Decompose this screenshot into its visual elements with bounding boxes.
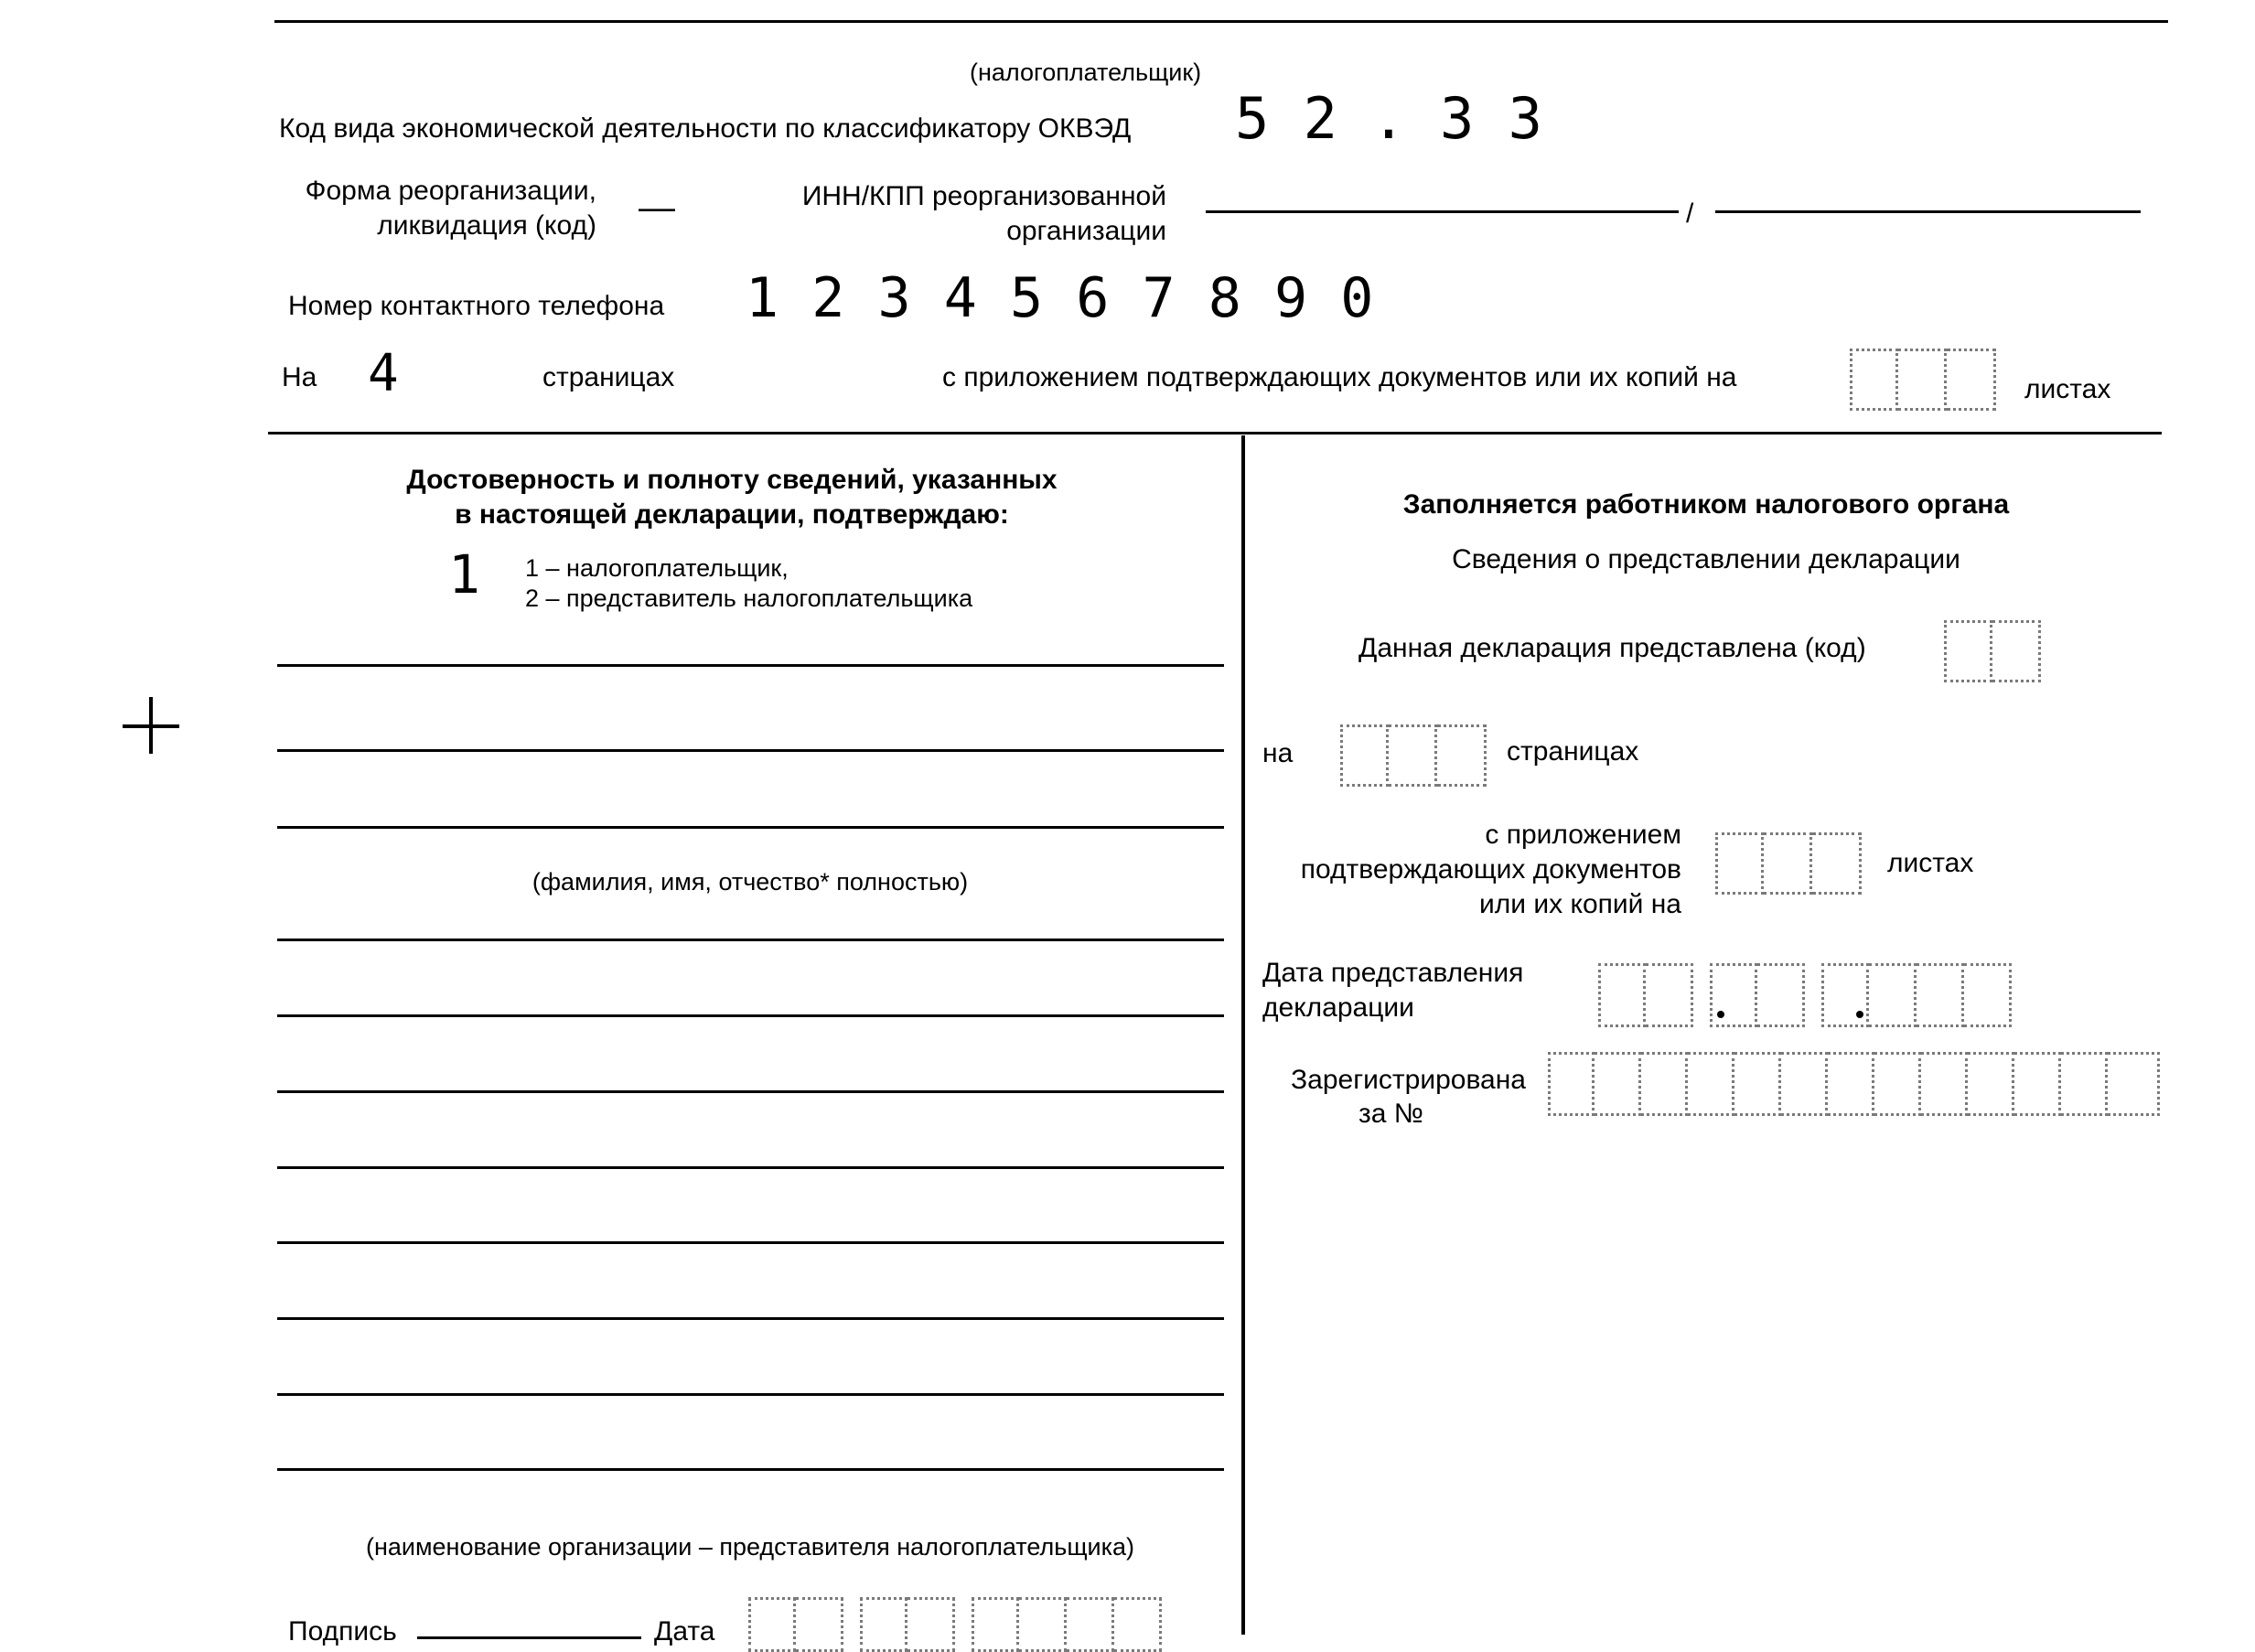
pages-prefix: На (282, 362, 317, 392)
pages-suffix: страницах (542, 362, 675, 392)
signer-option-1: 1 – налогоплательщик, (525, 554, 789, 582)
org-caption: (наименование организации – представителя налогоплательщика) (365, 1533, 1135, 1561)
okved-label: Код вида экономической деятельности по классификатору ОКВЭД (279, 113, 1132, 144)
attach-label-line3: или их копий на (1479, 889, 1681, 919)
right-attach-cells[interactable] (1715, 832, 1862, 895)
okved-value[interactable]: 5 2 . 3 3 (1235, 85, 1542, 152)
kpp-field[interactable] (1715, 210, 2141, 213)
pages-value[interactable]: 4 (368, 344, 399, 403)
right-pages-cells[interactable] (1340, 724, 1487, 787)
top-rule (274, 20, 2168, 23)
submitted-code-label: Данная декларация представлена (код) (1358, 633, 1866, 663)
reorg-label-line2: ликвидация (код) (377, 210, 596, 241)
right-attach-suffix: листах (1887, 848, 1974, 878)
reorg-label-line1: Форма реорганизации, (305, 176, 596, 206)
fio-caption: (фамилия, имя, отчество* полностью) (532, 868, 969, 896)
org-line-4[interactable] (277, 1166, 1224, 1169)
attach-label-line2: подтверждающих документов (1300, 854, 1681, 885)
fio-line-2[interactable] (277, 749, 1224, 752)
submit-date-cells[interactable] (1598, 963, 2072, 1027)
org-line-2[interactable] (277, 1014, 1224, 1017)
inn-kpp-label-line1: ИНН/КПП реорганизованной (801, 181, 1166, 211)
attachments-label: с приложением подтверждающих документов или их копий на (942, 362, 1737, 392)
org-line-7[interactable] (277, 1393, 1224, 1396)
attachments-cells[interactable] (1850, 349, 1996, 411)
fio-line-3[interactable] (277, 826, 1224, 829)
left-title-line1: Достоверность и полноту сведений, указанных (406, 465, 1058, 495)
section-rule (268, 432, 2162, 434)
date-dot-1 (1717, 1011, 1724, 1018)
submit-date-label-line2: декларации (1262, 992, 1414, 1023)
right-title: Заполняется работником налогового органа (1402, 489, 2010, 520)
inn-field[interactable] (1206, 210, 1679, 213)
phone-label: Номер контактного телефона (288, 291, 665, 321)
phone-value[interactable]: 1 2 3 4 5 6 7 8 9 0 (746, 266, 1374, 330)
taxpayer-caption: (налогоплательщик) (970, 59, 1202, 86)
submitted-code-cells[interactable] (1944, 620, 2041, 682)
org-line-3[interactable] (277, 1090, 1224, 1093)
reorg-value[interactable]: — (639, 188, 675, 228)
org-line-5[interactable] (277, 1241, 1224, 1244)
registered-label-line2: за № (1358, 1099, 1423, 1129)
org-line-1[interactable] (277, 939, 1224, 941)
signature-field[interactable] (417, 1636, 641, 1639)
fio-line-1[interactable] (277, 664, 1224, 667)
right-pages-suffix: страницах (1507, 736, 1639, 767)
registered-number-cells[interactable] (1548, 1052, 2160, 1116)
attach-label-line1: с приложением (1485, 820, 1681, 850)
registration-cross-mark (123, 697, 179, 754)
registered-label-line1: Зарегистрирована (1291, 1065, 1526, 1095)
signer-code[interactable]: 1 (448, 543, 480, 606)
inn-kpp-separator: / (1686, 198, 1694, 229)
inn-kpp-label-line2: организации (1006, 216, 1166, 246)
signer-option-2: 2 – представитель налогоплательщика (525, 585, 973, 612)
date-label: Дата (654, 1616, 715, 1647)
org-line-6[interactable] (277, 1317, 1224, 1320)
submit-date-label-line1: Дата представления (1262, 958, 1524, 988)
date-dot-2 (1856, 1011, 1863, 1018)
org-line-8[interactable] (277, 1468, 1224, 1471)
left-title-line2: в настоящей декларации, подтверждаю: (455, 499, 1009, 530)
panel-divider (1241, 435, 1245, 1635)
right-pages-prefix: на (1262, 738, 1294, 768)
right-subtitle: Сведения о представлении декларации (1452, 544, 1960, 574)
sign-date-cells[interactable] (748, 1597, 1219, 1652)
attachments-suffix: листах (2024, 374, 2111, 404)
signature-label: Подпись (288, 1616, 397, 1647)
